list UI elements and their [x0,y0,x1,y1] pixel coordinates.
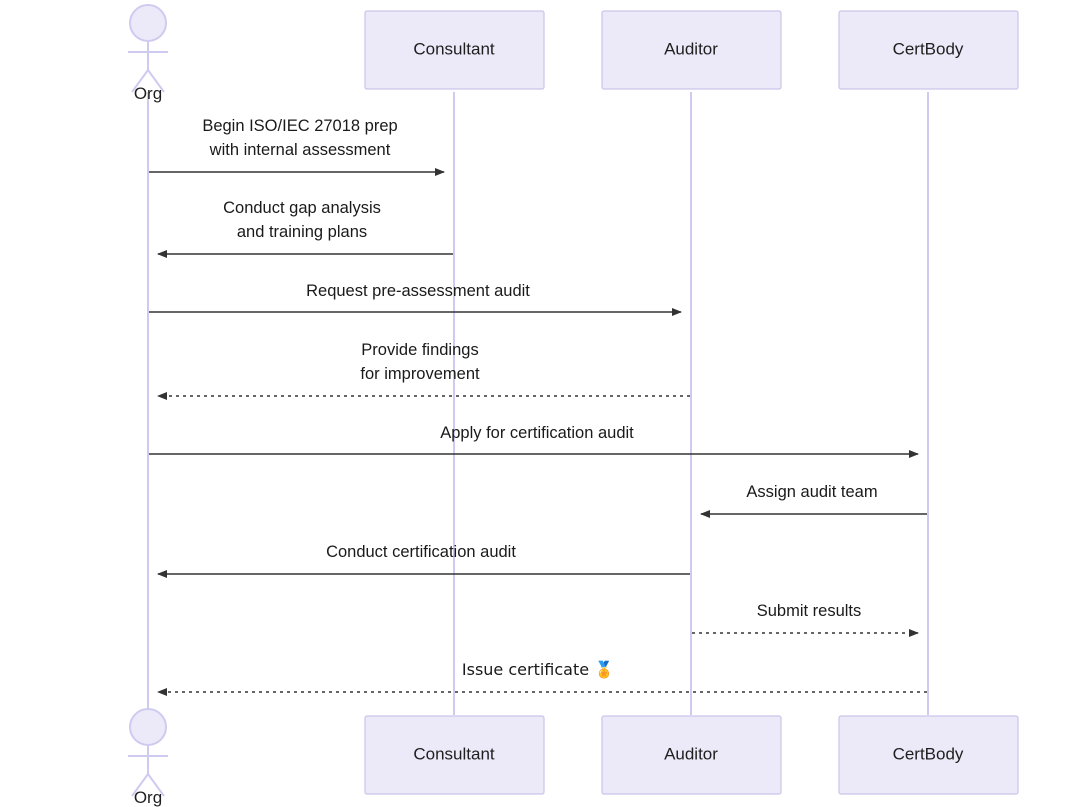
message-label-m1-line1: Begin ISO/IEC 27018 prep [202,117,398,135]
participant-org-top[interactable] [128,5,168,103]
message-m3[interactable] [149,282,681,312]
participant-label-consultant-bottom: Consultant [413,744,495,764]
participant-auditor-bottom[interactable] [602,716,781,794]
message-label-m6: Assign audit team [746,483,878,501]
message-label-m8: Submit results [756,602,862,620]
message-label-m9: Issue certificate 🏅 [461,660,615,679]
message-m5[interactable] [149,424,918,454]
message-m9[interactable] [158,660,927,692]
message-m7[interactable] [158,543,690,574]
participant-label-certbody-top: CertBody [892,39,964,59]
message-label-m1-line2: with internal assessment [209,141,391,159]
participant-label-auditor-top: Auditor [664,39,718,59]
message-label-m3: Request pre-assessment audit [306,282,530,300]
participant-label-auditor-bottom: Auditor [664,744,718,764]
participant-label-consultant-top: Consultant [413,39,495,59]
message-m6[interactable] [701,483,927,514]
participant-org-bottom[interactable] [128,709,168,807]
participant-consultant-bottom[interactable] [365,716,544,794]
participant-auditor-top[interactable] [602,11,781,89]
message-label-m4-line1: Provide findings [361,341,479,359]
participant-label-org-top: Org [133,84,163,103]
message-m8[interactable] [692,602,918,633]
message-label-m7: Conduct certification audit [326,543,516,561]
actor-head-icon [130,5,166,41]
participant-label-org-bottom: Org [133,788,163,807]
lifelines [148,92,928,715]
participant-consultant-top[interactable] [365,11,544,89]
message-label-m2-line1: Conduct gap analysis [223,199,381,217]
participant-label-certbody-bottom: CertBody [892,744,964,764]
actor-head-icon-bottom [130,709,166,745]
message-label-m2-line2: and training plans [236,223,368,241]
message-m2[interactable] [158,199,453,254]
message-m1[interactable] [149,117,444,172]
message-m4[interactable] [158,341,690,396]
message-label-m5: Apply for certification audit [440,424,634,442]
participant-certbody-bottom[interactable] [839,716,1018,794]
message-label-m4-line2: for improvement [360,365,480,383]
participant-certbody-top[interactable] [839,11,1018,89]
